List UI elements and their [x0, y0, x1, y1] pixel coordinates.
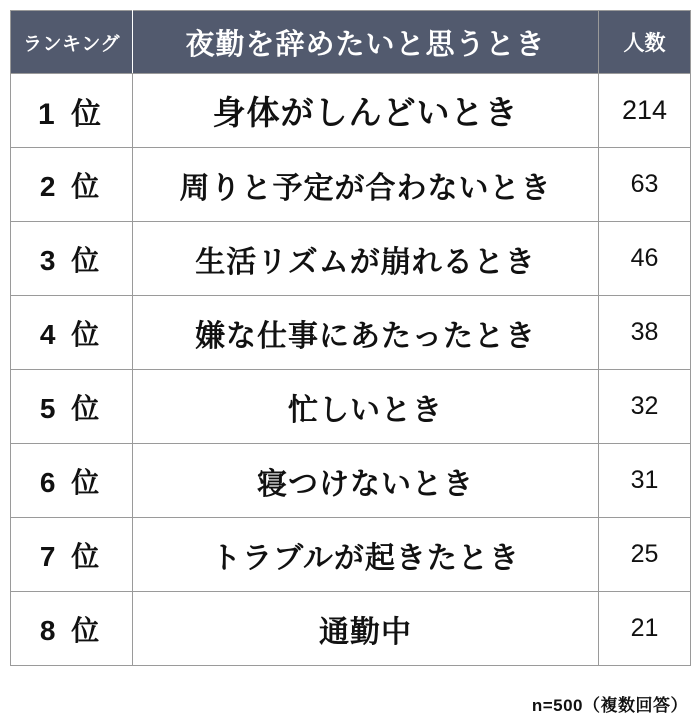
table-header [11, 11, 691, 74]
rank-cell: 6 位 [11, 444, 133, 518]
rank-cell: 2 位 [11, 148, 133, 222]
reason-cell: 忙しいとき [133, 370, 599, 444]
table-body [11, 74, 691, 666]
ranking-table [10, 10, 691, 666]
table-row [11, 592, 691, 666]
reason-cell: 通勤中 [133, 592, 599, 666]
column-header-reason: 夜勤を辞めたいと思うとき [133, 11, 599, 74]
rank-cell: 1 位 [11, 74, 133, 148]
table-row [11, 148, 691, 222]
count-cell: 46 [599, 222, 691, 296]
table-row [11, 444, 691, 518]
count-cell: 25 [599, 518, 691, 592]
reason-cell: 生活リズムが崩れるとき [133, 222, 599, 296]
rank-cell: 5 位 [11, 370, 133, 444]
reason-cell: 身体がしんどいとき [133, 74, 599, 148]
rank-cell: 3 位 [11, 222, 133, 296]
count-cell: 32 [599, 370, 691, 444]
rank-cell: 7 位 [11, 518, 133, 592]
rank-cell: 8 位 [11, 592, 133, 666]
count-cell: 63 [599, 148, 691, 222]
reason-cell: 嫌な仕事にあたったとき [133, 296, 599, 370]
rank-cell: 4 位 [11, 296, 133, 370]
reason-cell: 寝つけないとき [133, 444, 599, 518]
table-row [11, 222, 691, 296]
table-row [11, 518, 691, 592]
sample-size-note: n=500（複数回答） [531, 696, 688, 715]
count-cell: 21 [599, 592, 691, 666]
table-row [11, 370, 691, 444]
column-header-ranking: ランキング [11, 11, 133, 74]
table-row [11, 74, 691, 148]
count-cell: 214 [599, 74, 691, 148]
count-cell: 31 [599, 444, 691, 518]
table-header-row [11, 11, 691, 74]
count-cell: 38 [599, 296, 691, 370]
reason-cell: 周りと予定が合わないとき [133, 148, 599, 222]
table-row [11, 296, 691, 370]
column-header-count: 人数 [599, 11, 691, 74]
reason-cell: トラブルが起きたとき [133, 518, 599, 592]
